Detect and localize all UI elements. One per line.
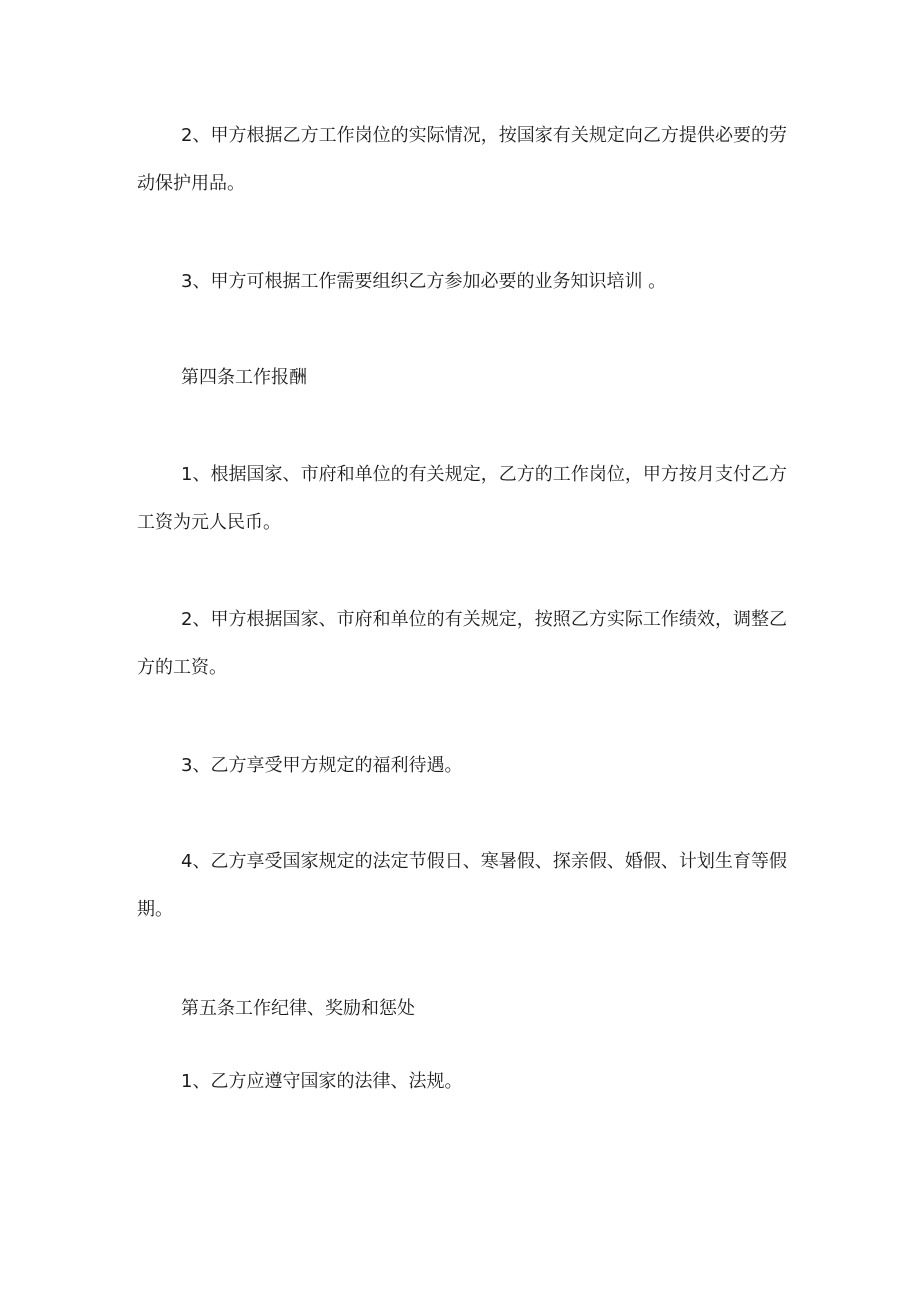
paragraph-welfare: 3、乙方享受甲方规定的福利待遇。 bbox=[181, 755, 463, 776]
paragraph-obey-law: 1、乙方应遵守国家的法律、法规。 bbox=[181, 1071, 463, 1092]
paragraph-monthly-salary: 1、根据国家、市府和单位的有关规定，乙方的工作岗位，甲方按月支付乙方工资为元人民币。 bbox=[137, 464, 787, 533]
paragraph-labor-protection: 2、甲方根据乙方工作岗位的实际情况，按国家有关规定向乙方提供必要的劳动保护用品。 bbox=[137, 125, 787, 194]
section-heading-article-4: 第四条工作报酬 bbox=[181, 367, 307, 388]
paragraph-salary-adjustment: 2、甲方根据国家、市府和单位的有关规定，按照乙方实际工作绩效，调整乙方的工资。 bbox=[137, 609, 787, 678]
paragraph-training: 3、甲方可根据工作需要组织乙方参加必要的业务知识培训 。 bbox=[181, 271, 667, 292]
paragraph-holidays: 4、乙方享受国家规定的法定节假日、寒暑假、探亲假、婚假、计划生育等假期。 bbox=[137, 851, 787, 920]
section-heading-article-5: 第五条工作纪律、奖励和惩处 bbox=[181, 998, 415, 1019]
